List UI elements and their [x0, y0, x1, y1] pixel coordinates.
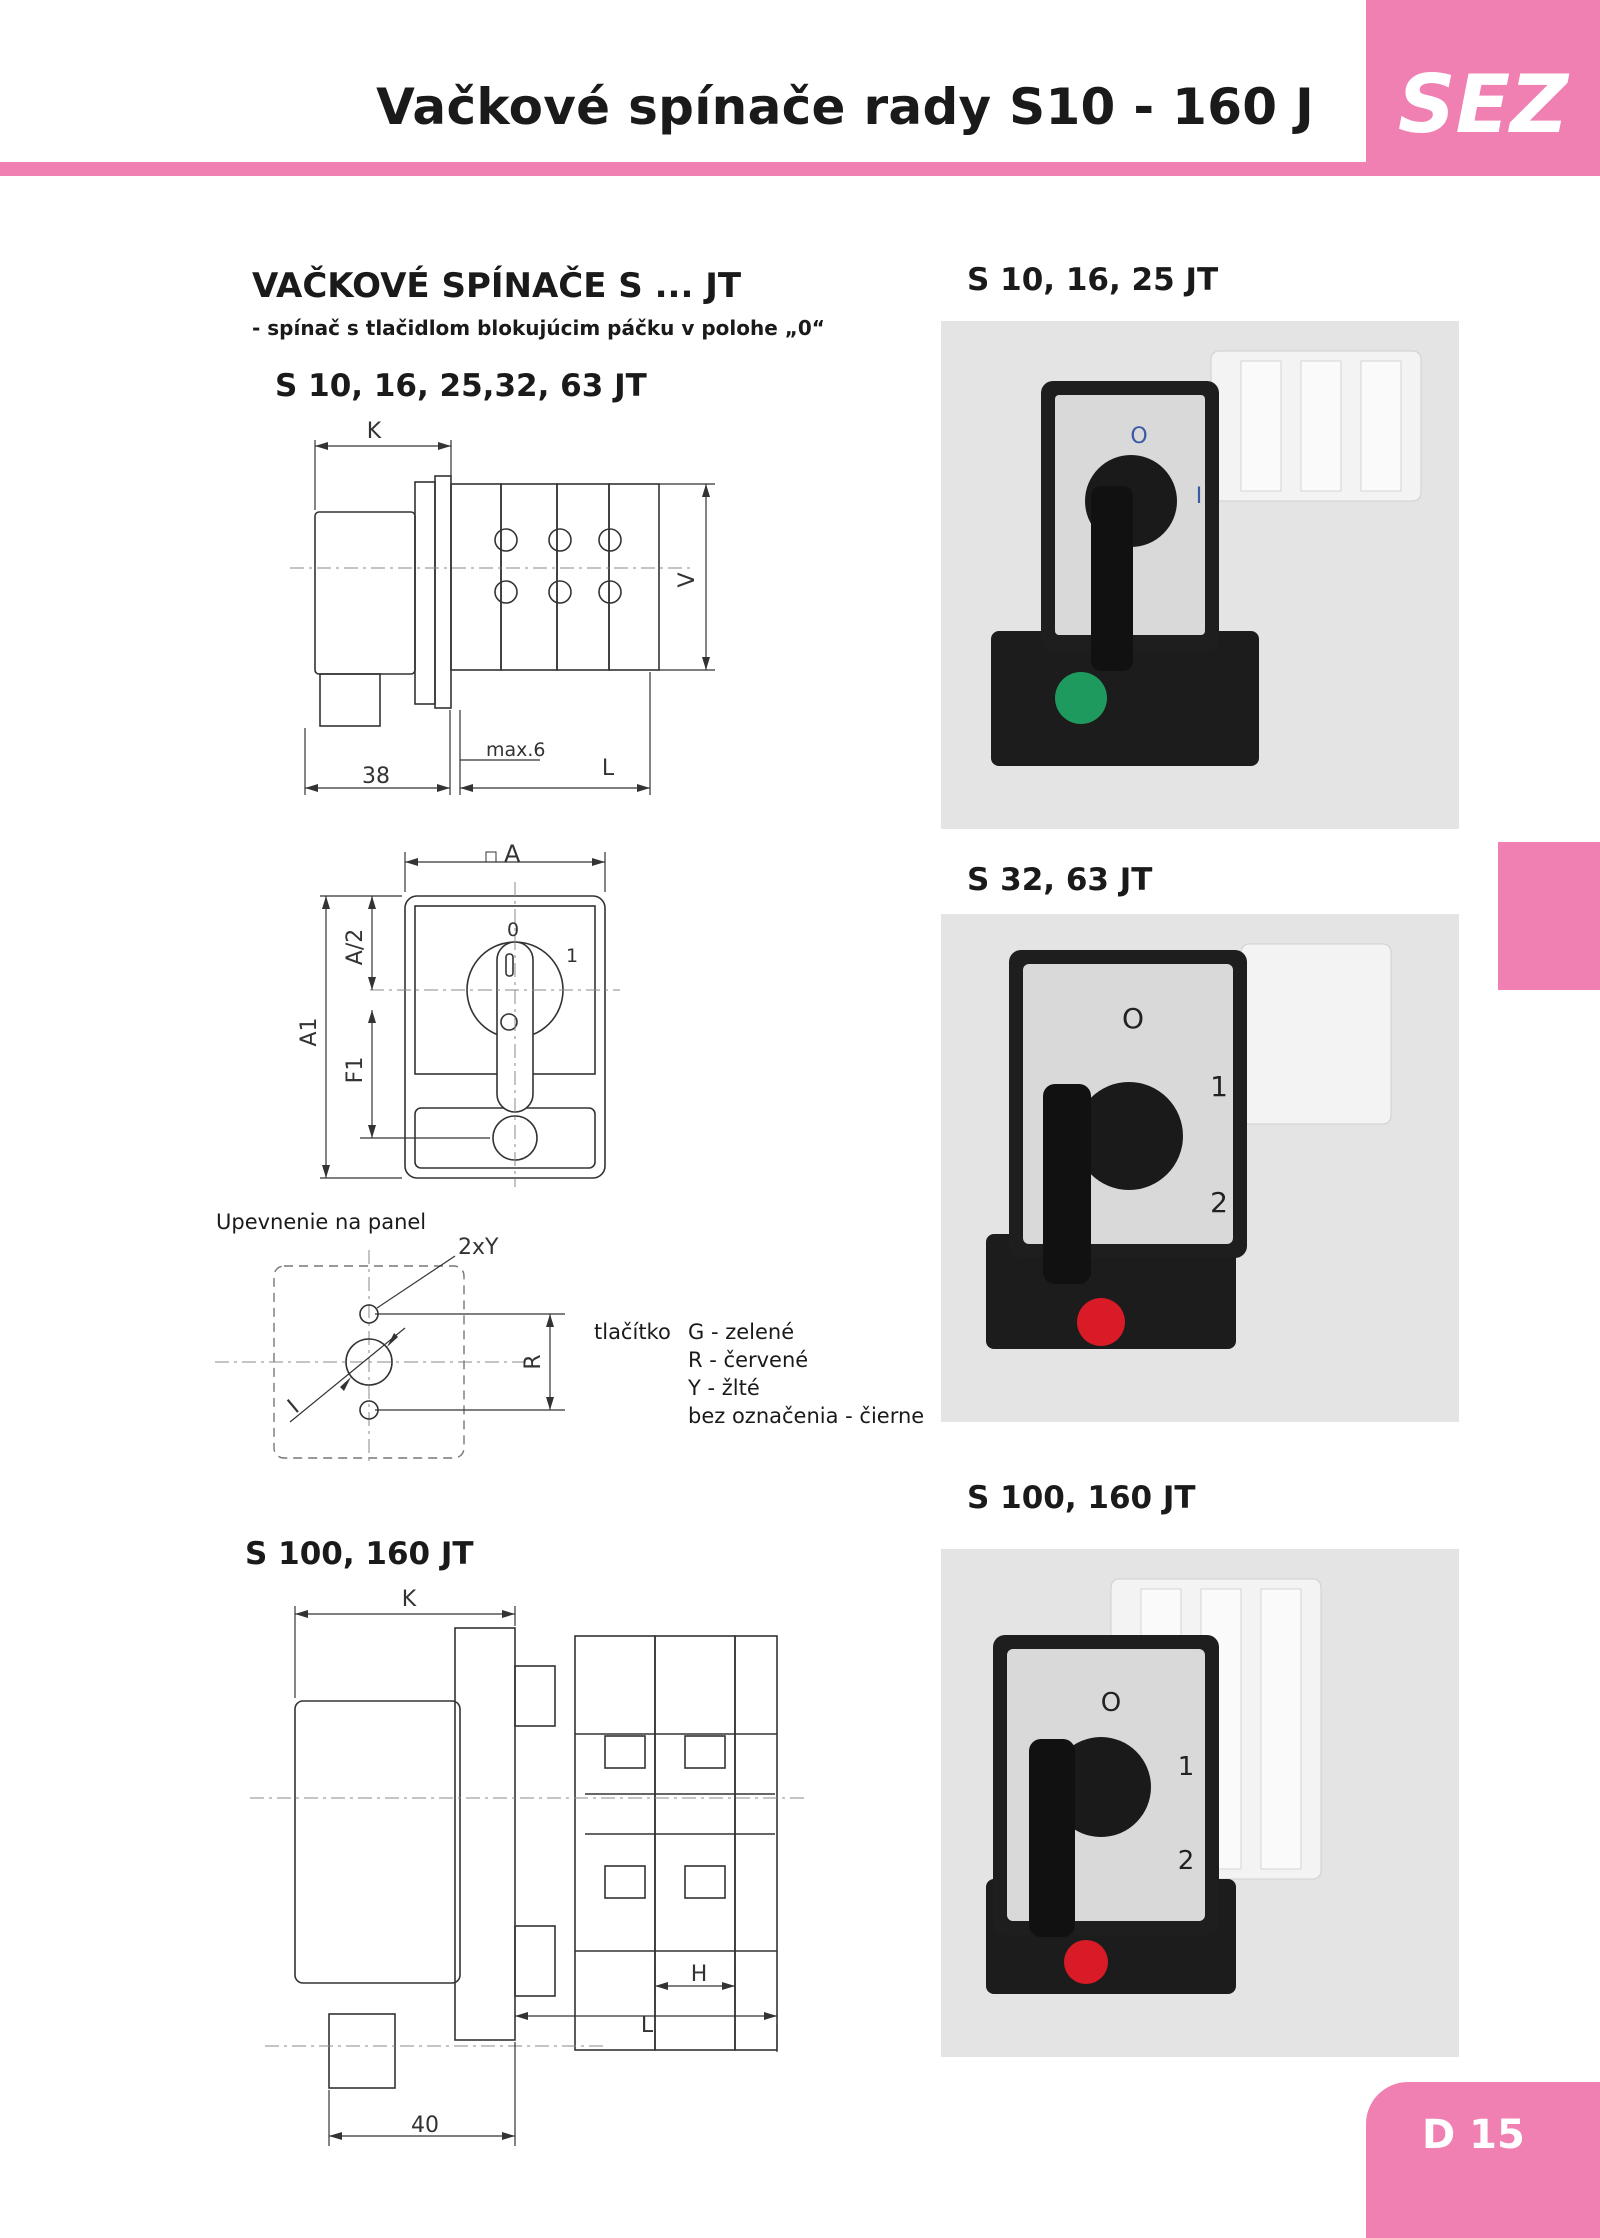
legend-item-green: G - zelené	[688, 1320, 795, 1344]
red-button-icon	[1064, 1940, 1108, 1984]
dial-mark-1: 1	[1210, 1070, 1228, 1103]
red-button-icon	[1077, 1298, 1125, 1346]
dial-mark-1: I	[1195, 484, 1203, 509]
section-subtitle: - spínač s tlačidlom blokujúcim páčku v polohe „0“	[252, 316, 825, 340]
photo-3-title: S 100, 160 JT	[967, 1480, 1196, 1516]
dial-mark-2: 2	[1210, 1186, 1228, 1219]
photo-2-title: S 32, 63 JT	[967, 862, 1153, 898]
drawing-bottom-title: S 100, 160 JT	[245, 1536, 474, 1572]
dim-l: L	[601, 756, 615, 781]
photo-2	[941, 914, 1459, 1422]
mounting-drawing	[210, 1220, 570, 1470]
dial-mark-2: 2	[1177, 1846, 1195, 1876]
dial-mark-0: O	[1121, 1002, 1145, 1035]
front-view-drawing	[290, 832, 630, 1192]
dim-max6: max.6	[486, 739, 546, 761]
photo-3	[941, 1549, 1459, 2057]
square-symbol	[486, 852, 496, 862]
legend-item-black: bez označenia - čierne	[688, 1404, 925, 1428]
dim-38: 38	[362, 764, 390, 789]
page-title: Vačkové spínače rady S10 - 160 J	[376, 78, 1314, 136]
dim-k-large: K	[401, 1587, 417, 1612]
dim-a1: A1	[297, 1017, 322, 1047]
dim-r: R	[521, 1354, 546, 1370]
legend-list	[688, 1318, 924, 1430]
side-tab-marker	[1498, 842, 1600, 990]
dim-a: A	[504, 840, 521, 868]
dim-h: H	[690, 1962, 708, 1987]
dim-2xy: 2xY	[458, 1235, 499, 1260]
dial-mark-0: O	[1100, 1688, 1122, 1718]
dim-f1: F1	[343, 1056, 368, 1084]
dial-position-0: 0	[506, 919, 520, 941]
header-rule	[0, 162, 1600, 176]
section-title: VAČKOVÉ SPÍNAČE S ... JT	[252, 266, 742, 306]
green-button-icon	[1055, 672, 1107, 724]
legend-item-red: R - červené	[688, 1348, 809, 1372]
mounting-label: Upevnenie na panel	[216, 1210, 427, 1234]
dial-position-1: 1	[566, 945, 579, 967]
dim-k: K	[366, 419, 382, 444]
dim-a2: A/2	[343, 928, 368, 966]
dim-i: I	[283, 1395, 305, 1419]
logo-text: SEZ	[1397, 58, 1569, 151]
side-view-drawing	[290, 410, 730, 810]
brand-logo	[1366, 0, 1600, 164]
large-side-view-drawing	[245, 1576, 815, 2156]
drawing-top-title: S 10, 16, 25,32, 63 JT	[275, 368, 647, 404]
photo-1	[941, 321, 1459, 829]
legend-label: tlačítko	[594, 1320, 671, 1344]
dim-40: 40	[411, 2113, 439, 2138]
photo-1-title: S 10, 16, 25 JT	[967, 262, 1219, 298]
page-number: D 15	[1422, 2112, 1525, 2158]
dim-l-large: L	[640, 2013, 654, 2038]
dim-v: V	[675, 572, 700, 588]
page-tab	[1366, 2082, 1600, 2238]
dial-mark-0: O	[1130, 424, 1148, 449]
dial-mark-1: 1	[1177, 1752, 1195, 1782]
legend-item-yellow: Y - žlté	[688, 1376, 760, 1400]
